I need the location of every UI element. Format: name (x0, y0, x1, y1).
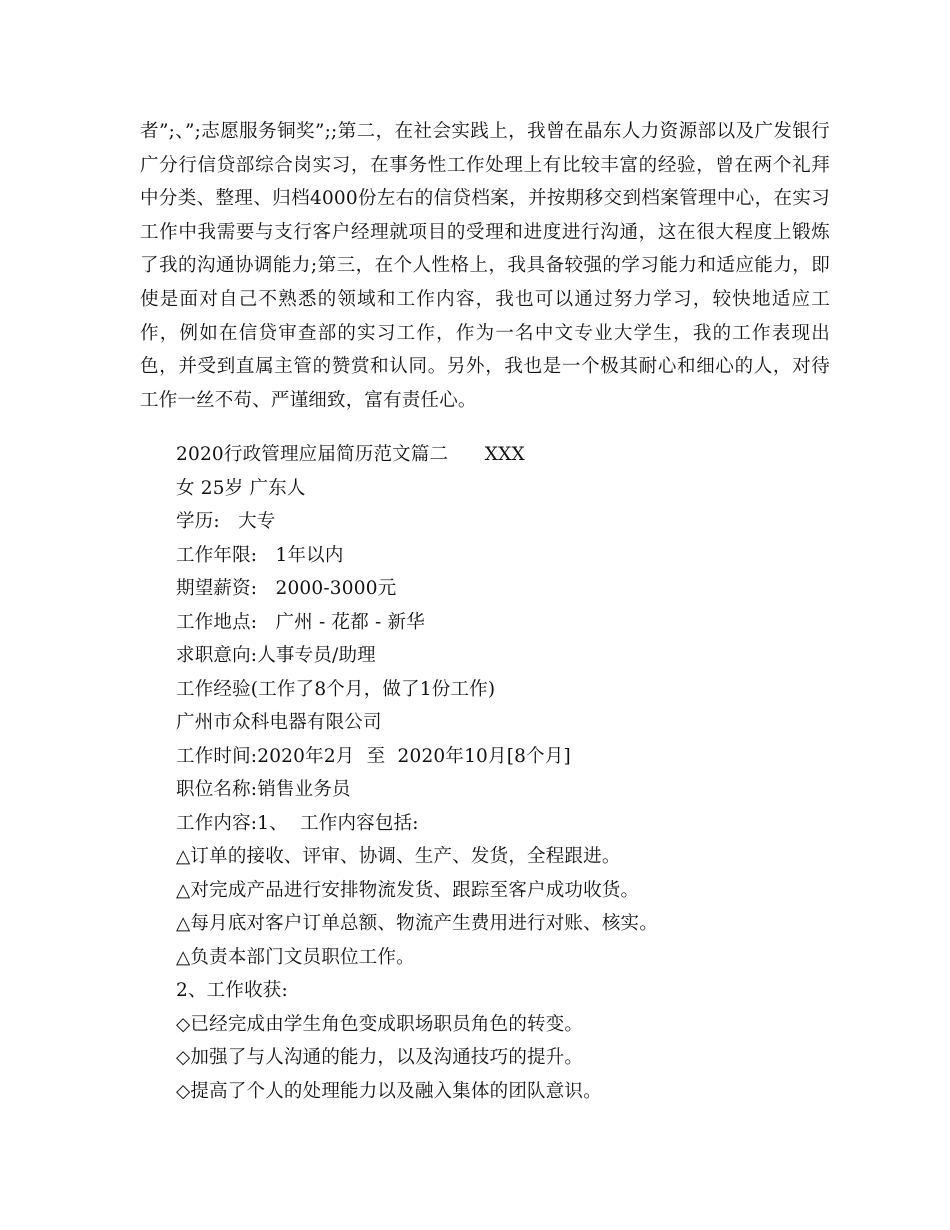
resume-work-experience: 工作经验(工作了8个月，做了1份工作) (176, 678, 496, 700)
resume-duty-item: △每月底对客户订单总额、物流产生费用进行对账、核实。 (176, 913, 658, 934)
resume-lines (176, 438, 658, 1108)
resume-gains-heading: 2、工作收获: (176, 980, 288, 1001)
resume-duty-item: △订单的接收、评审、协调、生产、发货，全程跟进。 (176, 846, 621, 867)
resume-duties-heading: 工作内容:1、 工作内容包括: (176, 812, 419, 834)
resume-position-title: 职位名称:销售业务员 (176, 779, 351, 800)
intro-paragraph: 者”;、”;志愿服务铜奖”;;第二，在社会实践上，我曾在晶东人力资源部以及广发银行广分行信贷部综合岗实习，在事务性工作处理上有比较丰富的经验，曾在两个礼拜中分类、整理、归档4000份左右的信贷档案，并按期移交到档案管理中心，在实习工作中我需要与支行客户经理就项目的受理和进度进行沟通，这在很大程度上锻炼了我的沟通协调能力;第三，在个人性格上，我具备较强的学习能力和适应能力，即使是面对自己不熟悉的领域和工作内容，我也可以通过努力学习，较快地适应工作，例如在信贷审查部的实习工作，作为一名中文专业大学生，我的工作表现出色，并受到直属主管的赞赏和认同。另外，我也是一个极其耐心和细心的人，对待工作一丝不苟、严谨细致，富有责任心。 (140, 121, 830, 411)
resume-company-name: 广州市众科电器有限公司 (176, 712, 382, 733)
resume-work-period: 工作时间:2020年2月 至 2020年10月[8个月] (176, 745, 571, 767)
resume-personal-info: 女 25岁 广东人 (176, 477, 306, 499)
resume-duty-item: △负责本部门文员职位工作。 (176, 946, 415, 968)
resume-work-location: 工作地点: 广州 - 花都 - 新华 (176, 611, 425, 633)
resume-job-intention: 求职意向:人事专员/助理 (176, 645, 376, 666)
resume-gain-item: ◇已经完成由学生角色变成职场职员角色的转变。 (176, 1013, 584, 1035)
resume-gain-item: ◇提高了个人的处理能力以及融入集体的团队意识。 (176, 1080, 602, 1102)
resume-work-years: 工作年限: 1年以内 (176, 544, 344, 566)
resume-education: 学历: 大专 (176, 511, 276, 532)
resume-gain-item: ◇加强了与人沟通的能力，以及沟通技巧的提升。 (176, 1047, 584, 1068)
resume-expected-salary: 期望薪资: 2000-3000元 (176, 578, 397, 599)
resume-section-title: 2020行政管理应届简历范文篇二 XXX (176, 444, 525, 465)
resume-duty-item: △对完成产品进行安排物流发货、跟踪至客户成功收货。 (176, 879, 640, 901)
